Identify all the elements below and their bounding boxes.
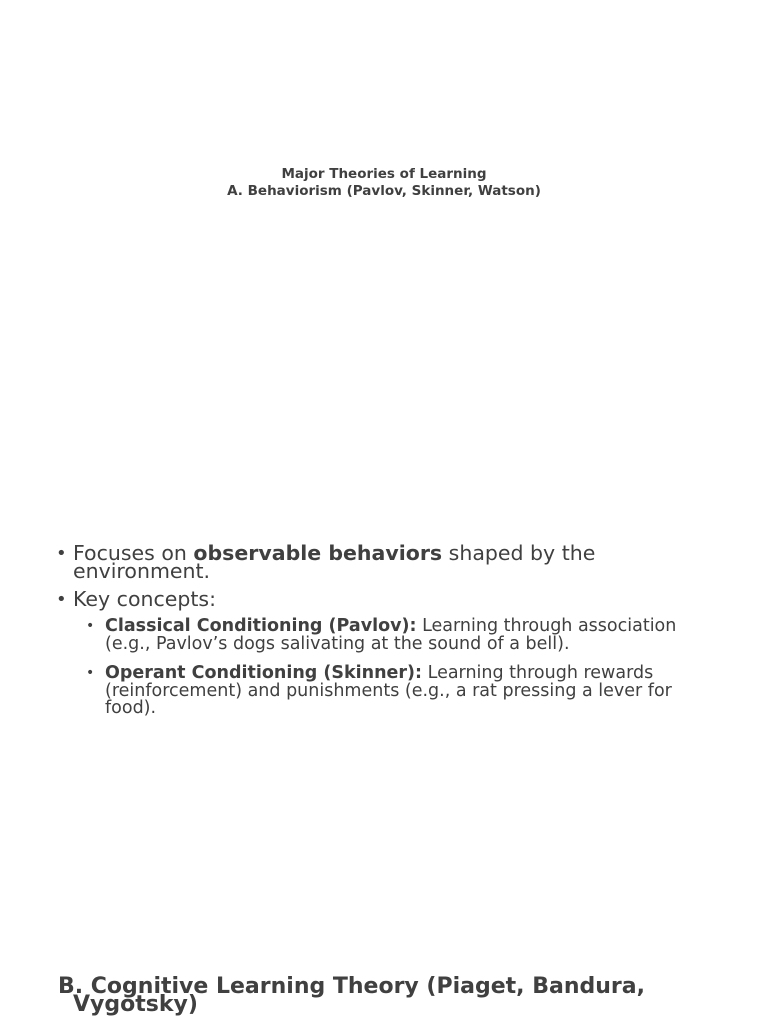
sub-bullet-term: Operant Conditioning (Skinner): — [105, 663, 423, 683]
sub-bullet-description: Learning through association (e.g., Pavlov’s dogs salivating at the sound of a bell). — [105, 616, 677, 654]
sub-bullet-text — [105, 663, 672, 718]
page-title — [0, 166, 768, 200]
bullet-text — [73, 541, 716, 583]
page-title-line-1: Major Theories of Learning — [281, 166, 487, 182]
section-title-behaviorism: A. Behaviorism (Pavlov, Skinner, Watson) — [227, 183, 541, 199]
bullet-dot-icon: • — [56, 543, 67, 564]
section-heading-cognitive: B. Cognitive Learning Theory (Piaget, Bandura, Vygotsky) — [58, 974, 645, 1017]
bullet-observable-behaviors — [56, 541, 716, 583]
key-concepts-list — [56, 618, 716, 718]
bullet-text-bold: observable behaviors — [193, 541, 443, 565]
sub-bullet-term: Classical Conditioning (Pavlov): — [105, 616, 417, 636]
sub-bullet-operant-conditioning — [56, 665, 716, 718]
sub-bullet-description: Learning through rewards (reinforcement) and punishments (e.g., a rat pressing a lever for food). — [105, 663, 672, 718]
bullet-dot-icon: • — [56, 589, 67, 610]
bullet-text: Key concepts: — [73, 587, 217, 611]
sub-bullet-dot-icon: • — [86, 618, 95, 634]
bullet-text-suffix: shaped by the environment. — [73, 541, 596, 583]
bullet-text-prefix: Focuses on — [73, 541, 194, 565]
bullet-key-concepts — [56, 587, 716, 611]
sub-bullet-classical-conditioning — [56, 618, 716, 653]
sub-bullet-dot-icon: • — [86, 665, 95, 681]
sub-bullet-text — [105, 616, 676, 654]
behaviorism-content — [56, 541, 716, 730]
